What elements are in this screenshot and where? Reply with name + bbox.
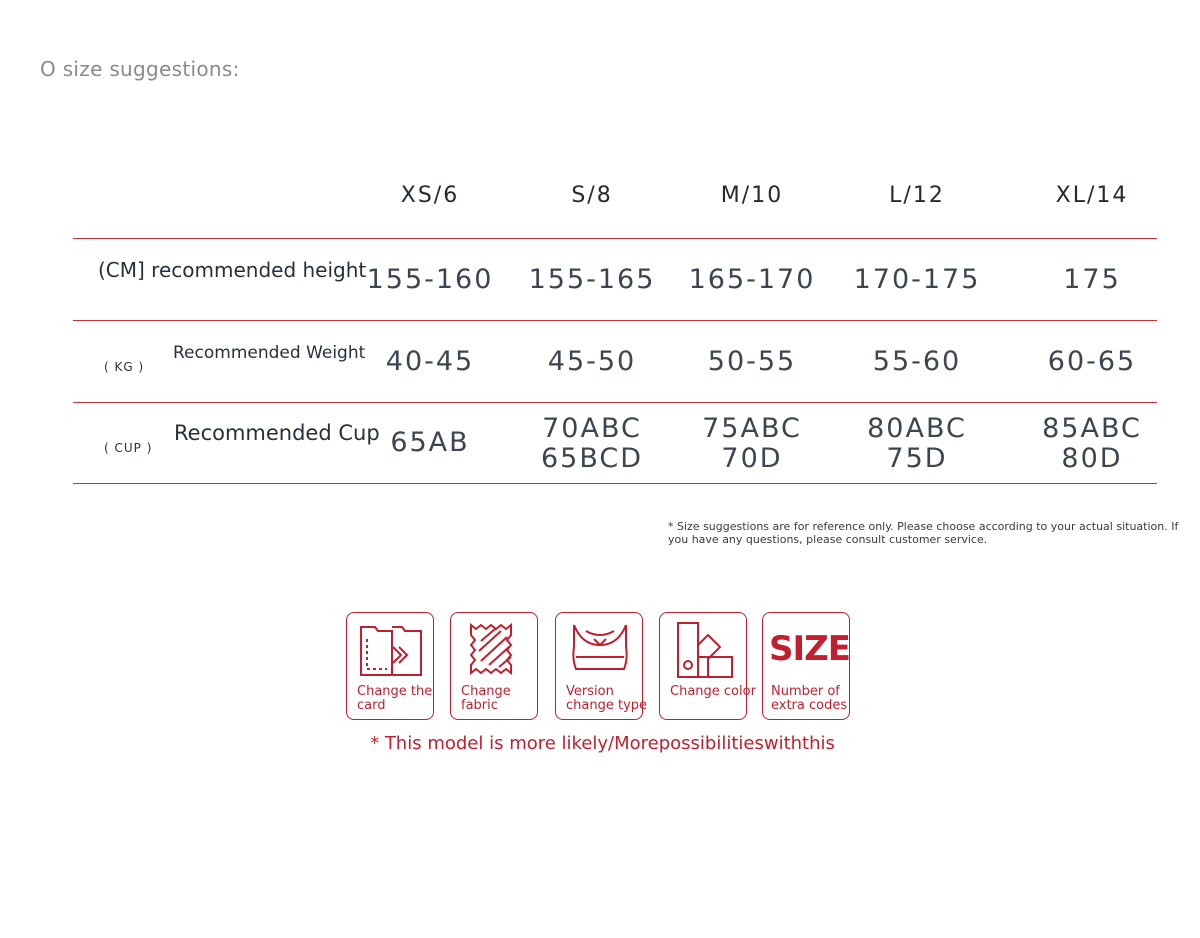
extra-codes-label: Number of extra codes <box>771 684 848 713</box>
weight-unit: ( KG ) <box>104 360 145 374</box>
footer-note: * This model is more likely/Morepossibilitieswiththis <box>370 733 835 754</box>
height-xs: 155-160 <box>366 264 494 295</box>
version-change-label: Version change type <box>566 684 648 713</box>
change-card-tile <box>346 612 434 720</box>
height-s: 155-165 <box>528 264 656 295</box>
cup-m-line2: 70D <box>721 443 783 474</box>
size-header-l: L/12 <box>889 183 945 208</box>
cup-xl-line1: 85ABC <box>1042 413 1142 444</box>
cup-l-line1: 80ABC <box>867 413 967 444</box>
bra-icon <box>564 619 636 679</box>
cup-s <box>512 414 672 474</box>
cup-xl-line2: 80D <box>1061 443 1123 474</box>
weight-xs: 40-45 <box>385 346 475 377</box>
cup-xs-line1: 65AB <box>390 427 470 458</box>
table-rule <box>73 483 1157 484</box>
size-header-xs: XS/6 <box>400 183 460 208</box>
size-header-m: M/10 <box>720 183 784 208</box>
size-disclaimer: * Size suggestions are for reference only. Please choose according to your actual situation. If you have any questions, please consult customer service. <box>668 520 1179 546</box>
change-card-label: Change the card <box>357 684 433 713</box>
table-rule <box>73 320 1157 321</box>
weight-xl: 60-65 <box>1047 346 1137 377</box>
weight-row-label: Recommended Weight <box>173 343 366 363</box>
cup-l-line2: 75D <box>886 443 948 474</box>
height-m: 165-170 <box>688 264 816 295</box>
page-title: O size suggestions: <box>40 57 240 81</box>
change-fabric-tile <box>450 612 538 720</box>
size-header-xl: XL/14 <box>1055 183 1129 208</box>
height-l: 170-175 <box>853 264 981 295</box>
change-fabric-label: Change fabric <box>461 684 511 713</box>
cup-xl <box>1012 414 1172 474</box>
height-row-label: (CM] recommended height <box>98 258 367 282</box>
weight-l: 55-60 <box>872 346 962 377</box>
color-swatch-icon <box>668 619 740 679</box>
cup-m-line1: 75ABC <box>702 413 802 444</box>
table-rule <box>73 402 1157 403</box>
fabric-icon <box>459 619 531 679</box>
cup-row-label: Recommended Cup <box>174 421 380 445</box>
cup-m <box>672 414 832 474</box>
change-color-tile <box>659 612 756 720</box>
cup-unit: ( CUP ) <box>104 441 153 455</box>
table-rule <box>73 238 1157 239</box>
cup-s-line1: 70ABC <box>542 413 642 444</box>
size-header-s: S/8 <box>571 183 613 208</box>
change-color-label: Change color <box>670 684 756 699</box>
extra-codes-tile <box>762 612 850 720</box>
size-icon: SIZE <box>769 629 851 669</box>
card-icon <box>355 619 427 679</box>
cup-l <box>837 414 997 474</box>
weight-s: 45-50 <box>547 346 637 377</box>
version-change-tile <box>555 612 648 720</box>
cup-s-line2: 65BCD <box>540 443 644 474</box>
height-xl: 175 <box>1063 264 1121 295</box>
cup-xs <box>350 428 510 458</box>
weight-m: 50-55 <box>707 346 797 377</box>
